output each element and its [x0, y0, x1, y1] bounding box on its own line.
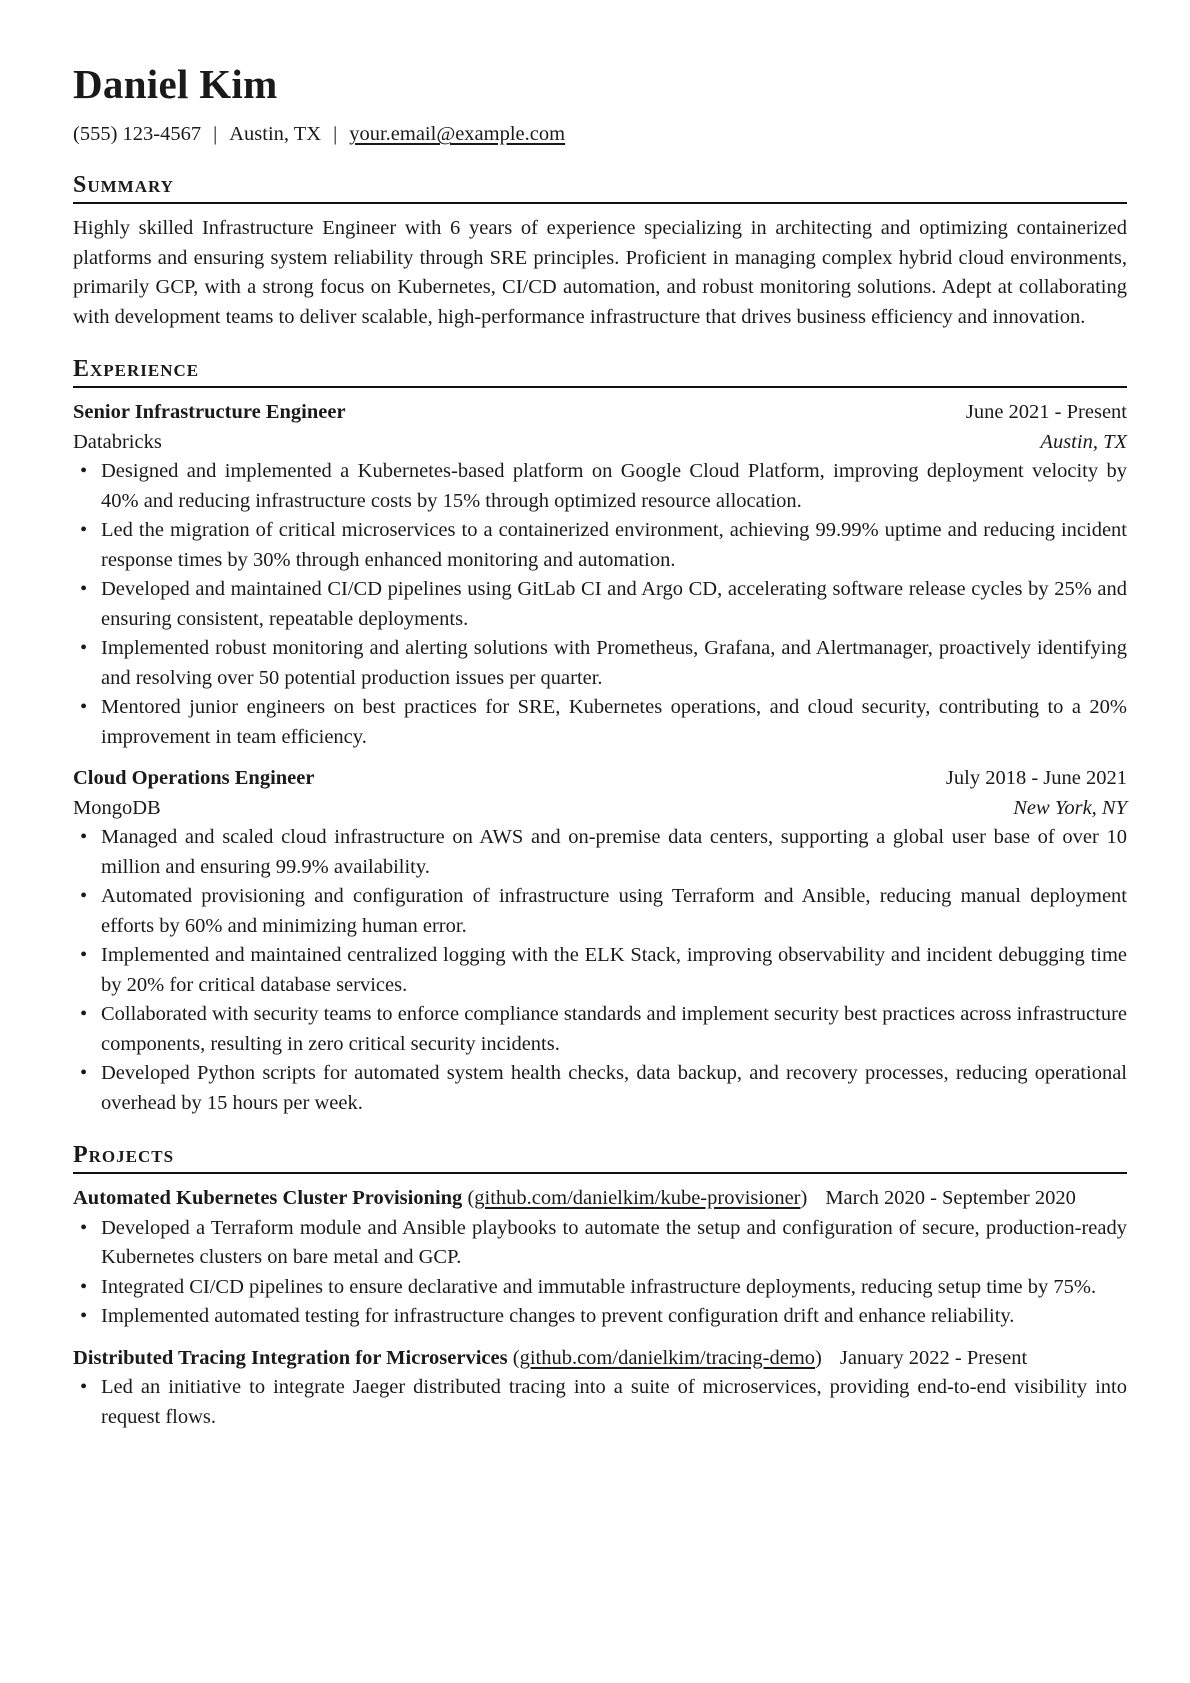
- bullet-item: • Led the migration of critical microservices to a containerized environment, achieving 99.99% uptime and reducing incident response times by 30% through enhanced monitoring and automation.: [73, 516, 1127, 575]
- job-dates: June 2021 - Present: [965, 401, 1127, 423]
- project-name: Distributed Tracing Integration for Microservices: [73, 1346, 508, 1369]
- bullet-item: • Implemented automated testing for infrastructure changes to prevent configuration drift and enhance reliability.: [73, 1302, 1127, 1332]
- contact-separator: |: [213, 123, 218, 145]
- job-entry-databricks: [73, 398, 1127, 752]
- bullet-item: • Mentored junior engineers on best practices for SRE, Kubernetes operations, and cloud security, contributing to a 20% improvement in team efficiency.: [73, 693, 1127, 752]
- contact-line: [73, 120, 1127, 148]
- summary-section: [73, 170, 1127, 332]
- job-entry-mongodb: [73, 764, 1127, 1118]
- experience-section: [73, 354, 1127, 1118]
- project-dates: January 2022 - Present: [839, 1346, 1028, 1369]
- job-bullets: [73, 457, 1127, 752]
- bullet-item: • Led an initiative to integrate Jaeger distributed tracing into a suite of microservices, providing end-to-end visibility into request flows.: [73, 1373, 1127, 1432]
- job-role: Senior Infrastructure Engineer: [73, 401, 346, 423]
- section-title-summary: Summary: [73, 170, 1127, 204]
- summary-text: Highly skilled Infrastructure Engineer with 6 years of experience specializing in architecting and optimizing containerized platforms and ensuring system reliability through SRE principles. Proficient in managing complex hybrid cloud environments, primarily GCP, with a strong focus on Kubernetes, CI/CD automation, and robust monitoring solutions. Adept at collaborating with development teams to deliver scalable, high-performance infrastructure that drives business efficiency and innovation.: [73, 217, 1127, 328]
- project-bullets: [73, 1373, 1127, 1432]
- job-company: MongoDB: [73, 796, 161, 819]
- job-location: Austin, TX: [1040, 430, 1127, 453]
- bullet-item: • Developed and maintained CI/CD pipelines using GitLab CI and Argo CD, accelerating software release cycles by 25% and ensuring consistent, repeatable deployments.: [73, 575, 1127, 634]
- location: Austin, TX: [229, 123, 322, 145]
- phone-number: (555) 123-4567: [73, 123, 202, 145]
- candidate-name: Daniel Kim: [73, 61, 278, 107]
- project-dates: March 2020 - September 2020: [825, 1187, 1076, 1209]
- resume-header: [73, 58, 1127, 148]
- bullet-item: • Managed and scaled cloud infrastructure on AWS and on-premise data centers, supporting a global user base of over 10 million and ensuring 99.9% availability.: [73, 823, 1127, 882]
- project-entry-tracing-demo: [73, 1344, 1127, 1433]
- project-link[interactable]: github.com/danielkim/kube-provisioner: [474, 1187, 801, 1209]
- bullet-item: • Developed a Terraform module and Ansible playbooks to automate the setup and configuration of secure, production-ready Kubernetes clusters on bare metal and GCP.: [73, 1214, 1127, 1273]
- resume-page: [73, 58, 1127, 1432]
- project-name: Automated Kubernetes Cluster Provisioning: [73, 1187, 463, 1209]
- job-location: New York, NY: [1013, 796, 1127, 819]
- job-dates: July 2018 - June 2021: [945, 767, 1127, 789]
- project-entry-kube-provisioner: [73, 1184, 1127, 1332]
- projects-section: [73, 1140, 1127, 1432]
- bullet-item: • Implemented robust monitoring and alerting solutions with Prometheus, Grafana, and Alertmanager, proactively identifying and resolving over 50 potential production issues per quarter.: [73, 634, 1127, 693]
- job-company: Databricks: [73, 430, 162, 453]
- bullet-item: • Collaborated with security teams to enforce compliance standards and implement security best practices across infrastructure components, resulting in zero critical security incidents.: [73, 1000, 1127, 1059]
- bullet-item: • Integrated CI/CD pipelines to ensure declarative and immutable infrastructure deployments, reducing setup time by 75%.: [73, 1273, 1127, 1303]
- project-header: Distributed Tracing Integration for Microservices (github.com/danielkim/tracing-demo) January 2022 - Present: [73, 1346, 1028, 1369]
- bullet-item: • Automated provisioning and configuration of infrastructure using Terraform and Ansible, reducing manual deployment efforts by 60% and minimizing human error.: [73, 882, 1127, 941]
- bullet-item: • Developed Python scripts for automated system health checks, data backup, and recovery processes, reducing operational overhead by 15 hours per week.: [73, 1059, 1127, 1118]
- bullet-item: • Designed and implemented a Kubernetes-based platform on Google Cloud Platform, improving deployment velocity by 40% and reducing infrastructure costs by 15% through optimized resource allocation.: [73, 457, 1127, 516]
- contact-separator: |: [333, 123, 338, 145]
- project-bullets: [73, 1214, 1127, 1332]
- section-title-projects: Projects: [73, 1140, 1127, 1174]
- project-link[interactable]: github.com/danielkim/tracing-demo: [519, 1346, 816, 1369]
- project-header: Automated Kubernetes Cluster Provisioning (github.com/danielkim/kube-provisioner) March 2020 - September 2020: [73, 1187, 1076, 1209]
- bullet-item: • Implemented and maintained centralized logging with the ELK Stack, improving observability and incident debugging time by 20% for critical database services.: [73, 941, 1127, 1000]
- job-bullets: [73, 823, 1127, 1118]
- job-role: Cloud Operations Engineer: [73, 767, 315, 789]
- section-title-experience: Experience: [73, 354, 1127, 388]
- email-link[interactable]: your.email@example.com: [349, 123, 566, 145]
